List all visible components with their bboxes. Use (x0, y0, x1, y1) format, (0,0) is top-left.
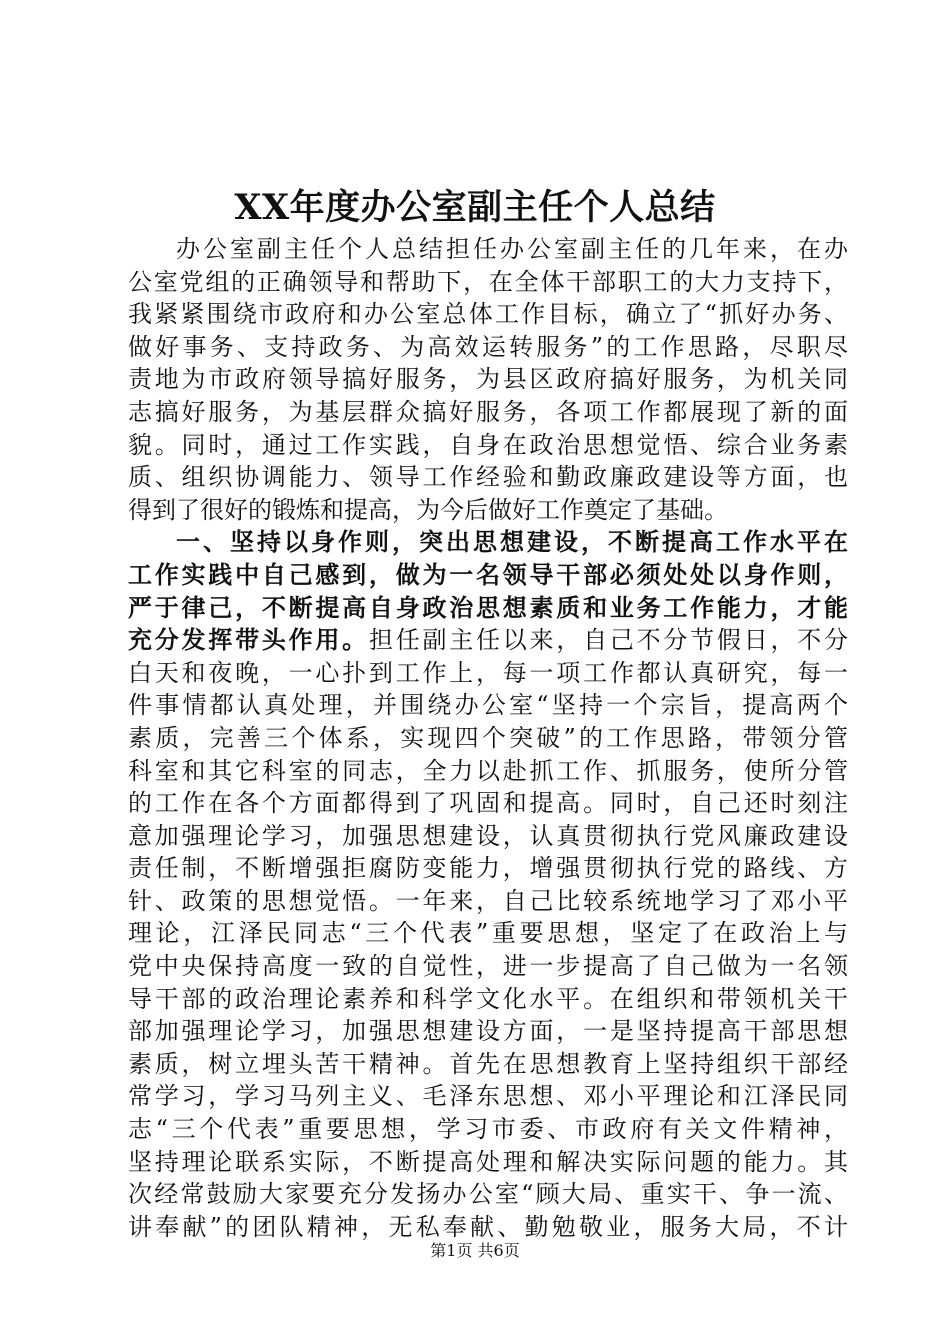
paragraph-2-line: 党中央保持高度一致的自觉性，进一步提高了自己做为一名领 (128, 952, 848, 981)
section-heading-tail: 充分发挥带头作用。 (128, 625, 369, 655)
document-body (128, 233, 848, 1243)
paragraph-2-line: 坚持理论联系实际，不断提高处理和解决实际问题的能力。其 (128, 1147, 848, 1176)
paragraph-2-line: 部加强理论学习，加强思想建设方面，一是坚持提高干部思想 (128, 1017, 848, 1046)
paragraph-2-line: 素质，树立埋头苦干精神。首先在思想教育上坚持组织干部经 (128, 1049, 848, 1078)
paragraph-2-line: 讲奉献”的团队精神，无私奉献、勤勉敬业，服务大局，不计 (128, 1212, 848, 1241)
paragraph-2-line: 素质，完善三个体系，实现四个突破”的工作思路，带领分管 (128, 723, 848, 752)
paragraph-1-line: 公室党组的正确领导和帮助下，在全体干部职工的大力支持下， (128, 267, 848, 296)
paragraph-2-line: 科室和其它科室的同志，全力以赴抓工作、抓服务，使所分管 (128, 756, 848, 785)
paragraph-1-line: 质、组织协调能力、领导工作经验和勤政廉政建设等方面，也 (128, 463, 848, 492)
paragraph-1-line: 办公室副主任个人总结担任办公室副主任的几年来，在办 (176, 235, 848, 263)
paragraph-2-start: 担任副主任以来，自己不分节假日，不分 (368, 626, 849, 655)
paragraph-2-line: 理论，江泽民同志“三个代表”重要思想，坚定了在政治上与 (128, 919, 848, 948)
paragraph-2-line: 常学习，学习马列主义、毛泽东思想、邓小平理论和江泽民同 (128, 1082, 848, 1111)
document-title: XX年度办公室副主任个人总结 (234, 187, 716, 228)
paragraph-1-line: 貌。同时，通过工作实践，自身在政治思想觉悟、综合业务素 (128, 430, 848, 459)
page-footer: 第1页 共6页 (430, 1241, 520, 1260)
paragraph-2-line: 的工作在各个方面都得到了巩固和提高。同时，自己还时刻注 (128, 789, 848, 818)
paragraph-2-line: 责任制，不断增强拒腐防变能力，增强贯彻执行党的路线、方 (128, 854, 848, 883)
paragraph-1-line: 志搞好服务，为基层群众搞好服务，各项工作都展现了新的面 (128, 397, 848, 426)
paragraph-2-line: 针、政策的思想觉悟。一年来，自己比较系统地学习了邓小平 (128, 886, 848, 915)
paragraph-2-line: 白天和夜晚，一心扑到工作上，每一项工作都认真研究，每一 (128, 658, 848, 687)
paragraph-1-line: 我紧紧围绕市政府和办公室总体工作目标，确立了“抓好办务、 (128, 300, 848, 329)
section-heading-line: 严于律己，不断提高自身政治思想素质和业务工作能力，才能 (128, 592, 848, 622)
paragraph-2-line: 导干部的政治理论素养和科学文化水平。在组织和带领机关干 (128, 984, 848, 1013)
paragraph-2-line: 意加强理论学习，加强思想建设，认真贯彻执行党风廉政建设 (128, 821, 848, 850)
paragraph-2-line: 次经常鼓励大家要充分发扬办公室“顾大局、重实干、争一流、 (128, 1180, 848, 1209)
paragraph-2-line: 件事情都认真处理，并围绕办公室“坚持一个宗旨，提高两个 (128, 691, 848, 720)
paragraph-1-line: 责地为市政府领导搞好服务，为县区政府搞好服务，为机关同 (128, 365, 848, 394)
paragraph-2-line: 志“三个代表”重要思想，学习市委、市政府有关文件精神， (128, 1115, 848, 1144)
paragraph-1-line: 得到了很好的锻炼和提高，为今后做好工作奠定了基础。 (128, 495, 728, 524)
paragraph-1-line: 做好事务、支持政务、为高效运转服务”的工作思路，尽职尽 (128, 332, 848, 361)
section-heading-line: 一、坚持以身作则，突出思想建设，不断提高工作水平在 (176, 527, 848, 557)
section-heading-line: 工作实践中自己感到，做为一名领导干部必须处处以身作则， (128, 559, 848, 589)
mixed-line (128, 624, 848, 657)
